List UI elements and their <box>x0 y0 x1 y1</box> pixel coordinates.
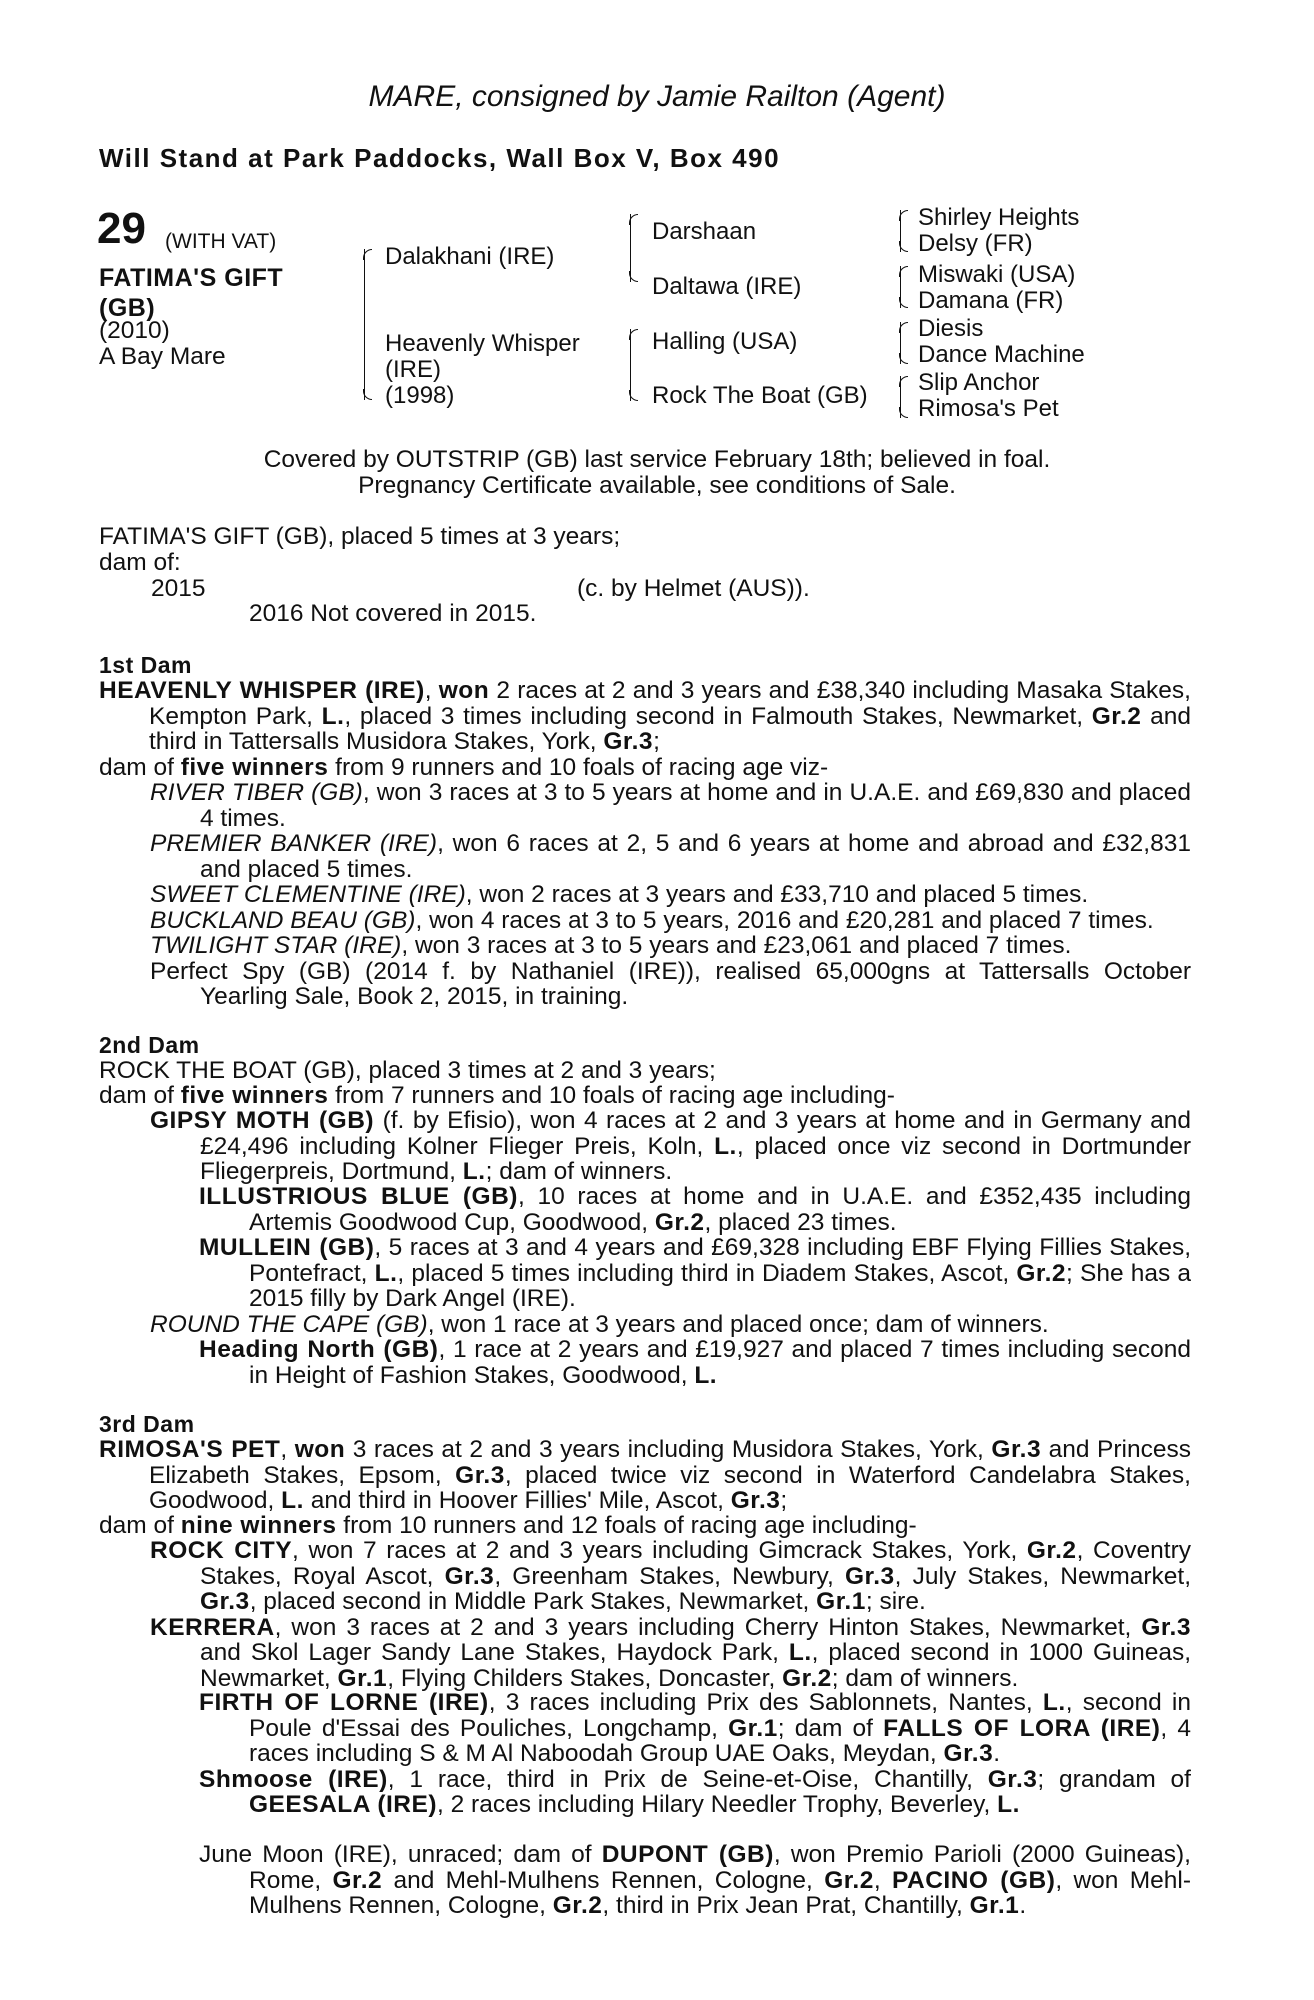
produce-entry <box>150 780 1191 1010</box>
runner-name: FIRTH OF LORNE (IRE) <box>199 1689 489 1716</box>
runner-record: , <box>873 1866 892 1894</box>
group-mark: Gr.2 <box>824 1866 874 1894</box>
first-dam-record: HEAVENLY WHISPER (IRE), won 2 races at 2 and 3 years and £38,340 including Masaka Stakes, Kempton Park, L., placed 3 times including second in Falmouth Stakes, Newmarket, Gr.2 and third in Tattersalls Musidora Stakes, York, Gr.3; <box>99 677 1192 755</box>
group-mark: Gr.2 <box>332 1866 383 1894</box>
pedigree-gen3-8: Rimosa's Pet <box>918 395 1059 422</box>
group-mark: Gr.3 <box>444 1562 495 1590</box>
first-dam-text-b: , placed 3 times including second in Falmouth Stakes, Newmarket, <box>344 702 1092 730</box>
runner-name: GEESALA (IRE) <box>249 1791 437 1818</box>
damof-text: dam of <box>99 754 181 781</box>
produce-2015-detail: (c. by Helmet (AUS)). <box>577 575 810 602</box>
lot-number: 29 <box>97 204 146 253</box>
horse-name-line1: FATIMA'S GIFT <box>99 264 284 292</box>
runner-record: , won 4 races at 3 to 5 years, 2016 and £20,281 and placed 7 times. <box>415 906 1154 934</box>
group-mark: Gr.3 <box>730 1487 781 1514</box>
produce-entry <box>150 1312 1191 1338</box>
runner-name: RIVER TIBER (GB) <box>150 779 363 806</box>
runner-record: , placed once viz second in Dortmunder Fliegerpreis, Dortmund, <box>200 1132 1191 1185</box>
runner-record: , won Mehl-Mulhens Rennen, Cologne, <box>249 1866 1191 1919</box>
group-mark: Gr.3 <box>943 1740 994 1767</box>
runner-record: , 10 races at home and in U.A.E. and £352,435 including Artemis Goodwood Cup, Goodwood, <box>249 1183 1191 1236</box>
third-dam-heading: 3rd Dam <box>99 1411 195 1437</box>
runner-name: ILLUSTRIOUS BLUE (GB) <box>199 1183 518 1210</box>
third-dam-text: and Princess Elizabeth Stakes, Epsom, <box>149 1436 1191 1489</box>
group-mark: Gr.1 <box>969 1892 1020 1919</box>
runner-record: , Flying Childers Stakes, Doncaster, <box>387 1664 783 1692</box>
first-dam-damof <box>99 755 828 781</box>
runner-record: ; She has a 2015 filly by Dark Angel (IRE). <box>249 1259 1191 1312</box>
listed-mark: L. <box>281 1487 304 1514</box>
first-dam-text-a: 2 races at 2 and 3 years and £38,340 including Masaka Stakes, Kempton Park, <box>149 677 1191 730</box>
pedigree-gen3-2: Delsy (FR) <box>918 230 1033 257</box>
second-dam-heading: 2nd Dam <box>99 1032 200 1058</box>
runner-name: Shmoose (IRE) <box>199 1765 388 1793</box>
winners-count: nine winners <box>180 1512 337 1539</box>
runner-record: , placed second in 1000 Guineas, Newmarket, <box>200 1639 1191 1692</box>
group-mark: Gr.2 <box>654 1208 705 1236</box>
third-dam-text: ; <box>780 1487 788 1514</box>
produce-entry <box>199 1690 1191 1818</box>
runner-record: , placed second in Middle Park Stakes, Newmarket, <box>249 1588 817 1615</box>
vat-note: (WITH VAT) <box>165 230 277 253</box>
runner-record: and Mehl-Mulhens Rennen, Cologne, <box>382 1866 825 1894</box>
pedigree-brace-3a <box>900 210 901 252</box>
produce-entry <box>199 1337 1191 1388</box>
consignor-line: MARE, consigned by Jamie Railton (Agent) <box>368 80 946 113</box>
group-mark: Gr.3 <box>987 1765 1038 1793</box>
runner-record: , 4 races including S & M Al Naboodah Group UAE Oaks, Meydan, <box>249 1714 1192 1767</box>
runner-name: ROUND THE CAPE (GB) <box>150 1311 428 1338</box>
runner-record: June Moon (IRE), unraced; dam of <box>199 1841 602 1868</box>
third-dam-text: , placed twice viz second in Waterford Candelabra Stakes, Goodwood, <box>149 1461 1191 1514</box>
runner-name: BUCKLAND BEAU (GB) <box>150 906 416 934</box>
runner-name: FALLS OF LORA (IRE) <box>883 1714 1161 1742</box>
runner-record: , 2 races including Hilary Needler Trophy, Beverley, <box>437 1791 998 1818</box>
pedigree-brace-3c <box>900 322 901 364</box>
listed-mark: L. <box>321 702 345 730</box>
pedigree-brace-dam <box>630 329 631 401</box>
produce-damof: dam of: <box>99 549 181 576</box>
runner-record: , placed 5 times including third in Diadem Stakes, Ascot, <box>397 1259 1017 1287</box>
pedigree-brace-3b <box>900 266 901 308</box>
runner-record: , won 3 races at 2 and 3 years including Cherry Hinton Stakes, Newmarket, <box>274 1613 1142 1641</box>
group-mark: Gr.3 <box>991 1436 1042 1463</box>
listed-mark: L. <box>374 1259 398 1287</box>
produce-entry <box>199 1842 1191 1919</box>
pedigree-gen3-4: Damana (FR) <box>918 287 1064 314</box>
runner-record: Perfect Spy (GB) (2014 f. by Nathaniel (IRE)), realised 65,000gns at Tattersalls October Yearling Sale, Book 2, 2015, in training. <box>150 957 1191 1010</box>
second-dam-record: ROCK THE BOAT (GB), placed 3 times at 2 and 3 years; <box>99 1057 716 1084</box>
damof-text: from 9 runners and 10 foals of racing age viz- <box>328 754 829 781</box>
pedigree-sire: Dalakhani (IRE) <box>385 243 555 270</box>
group-mark: Gr.2 <box>1016 1259 1067 1287</box>
listed-mark: L. <box>462 1158 486 1185</box>
horse-description: A Bay Mare <box>99 343 226 370</box>
group-mark: Gr.2 <box>782 1664 832 1692</box>
runner-record: , third in Prix Jean Prat, Chantilly, <box>602 1892 970 1919</box>
runner-record: , Coventry Stakes, Royal Ascot, <box>200 1537 1191 1590</box>
group-mark: Gr.1 <box>728 1714 778 1742</box>
runner-record: , won 6 races at 2, 5 and 6 years at home and abroad and £32,831 and placed 5 times. <box>200 830 1191 883</box>
runner-record: , 3 races including Prix des Sablonnets, Nantes, <box>488 1689 1043 1716</box>
runner-record: ; sire. <box>865 1588 926 1615</box>
runner-record: ; dam of winners. <box>831 1664 1019 1692</box>
pedigree-gen3-7: Slip Anchor <box>918 369 1040 396</box>
produce-entry <box>199 1184 1191 1312</box>
damof-text: from 7 runners and 10 foals of racing age including- <box>328 1082 895 1109</box>
third-dam-damof <box>99 1513 917 1539</box>
group-mark: Gr.3 <box>455 1461 505 1489</box>
listed-mark: L. <box>788 1639 812 1666</box>
runner-record: , won 1 race at 3 years and placed once; dam of winners. <box>427 1311 1049 1338</box>
produce-record: FATIMA'S GIFT (GB), placed 5 times at 3 years; <box>99 523 621 550</box>
runner-record: . <box>993 1740 1001 1767</box>
runner-record: , won 3 races at 3 to 5 years and £23,061 and placed 7 times. <box>401 932 1072 959</box>
runner-record: , 5 races at 3 and 4 years and £69,328 including EBF Flying Fillies Stakes, Pontefract, <box>249 1234 1191 1287</box>
runner-name: SWEET CLEMENTINE (IRE) <box>150 881 466 908</box>
runner-record: , 1 race, third in Prix de Seine-et-Oise, Chantilly, <box>387 1765 988 1793</box>
runner-record: , won 3 races at 3 to 5 years at home and in U.A.E. and £69,830 and placed 4 times. <box>200 779 1191 832</box>
third-dam-text: and third in Hoover Fillies' Mile, Ascot, <box>303 1487 731 1514</box>
third-dam-record: RIMOSA'S PET, won 3 races at 2 and 3 years including Musidora Stakes, York, Gr.3 and Princess Elizabeth Stakes, Epsom, Gr.3, placed twice viz second in Waterford Candelabra Stakes, Goodwood, L. and third in Hoover Fillies' Mile, Ascot, Gr.3; <box>99 1436 1191 1514</box>
group-mark: Gr.1 <box>816 1588 866 1615</box>
pedigree-sire-sire: Darshaan <box>652 218 757 245</box>
runner-record: , 1 race at 2 years and £19,927 and placed 7 times including second in Height of Fashion Stakes, Goodwood, <box>249 1336 1191 1389</box>
runner-record: , won Premio Parioli (2000 Guineas), Rome, <box>249 1841 1191 1894</box>
runner-record: ; dam of winners. <box>485 1158 673 1185</box>
first-dam-heading: 1st Dam <box>99 652 192 678</box>
pedigree-dam-dam: Rock The Boat (GB) <box>652 382 868 409</box>
runner-record: , Greenham Stakes, Newbury, <box>494 1562 845 1590</box>
damof-text: dam of <box>99 1082 181 1109</box>
listed-mark: L. <box>997 1791 1020 1818</box>
group-mark: Gr.3 <box>1141 1613 1191 1641</box>
group-mark: Gr.3 <box>844 1562 895 1590</box>
group-mark: Gr.3 <box>603 728 654 755</box>
runner-name: ROCK CITY <box>150 1537 293 1564</box>
group-mark: Gr.1 <box>337 1664 388 1692</box>
third-dam-name: RIMOSA'S PET <box>99 1436 281 1463</box>
runner-record: ; grandam of <box>1037 1765 1191 1793</box>
group-mark: Gr.2 <box>552 1892 603 1919</box>
listed-mark: L. <box>1042 1689 1066 1716</box>
horse-name <box>99 263 283 323</box>
pregnancy-note: Pregnancy Certificate available, see conditions of Sale. <box>358 472 956 499</box>
second-dam-damof <box>99 1083 895 1109</box>
first-dam-text-c: and third in Tattersalls Musidora Stakes, York, <box>149 702 1192 755</box>
group-mark: Gr.3 <box>200 1588 250 1615</box>
runner-name: Heading North (GB) <box>199 1336 439 1363</box>
first-dam-won: won <box>438 677 490 704</box>
produce-entry <box>150 1538 1191 1691</box>
runner-record: . <box>1019 1892 1027 1919</box>
produce-2015-year: 2015 <box>151 575 206 602</box>
first-dam-name: HEAVENLY WHISPER (IRE) <box>99 677 425 704</box>
pedigree-brace-sire <box>630 214 631 282</box>
damof-text: dam of <box>99 1512 181 1539</box>
listed-mark: L. <box>714 1132 737 1160</box>
pedigree-brace-gen1 <box>364 249 365 400</box>
pedigree-dam-sire: Halling (USA) <box>652 328 798 355</box>
runner-record: and Skol Lager Sandy Lane Stakes, Haydock Park, <box>200 1639 789 1666</box>
runner-record: (f. by Efisio), won 4 races at 2 and 3 years at home and in Germany and £24,496 including Kolner Flieger Preis, Koln, <box>200 1107 1191 1160</box>
group-mark: Gr.2 <box>1026 1537 1077 1564</box>
foaling-year: (2010) <box>99 317 170 344</box>
runner-name: MULLEIN (GB) <box>199 1234 375 1261</box>
runner-record: , July Stakes, Newmarket, <box>894 1562 1191 1590</box>
stand-location: Will Stand at Park Paddocks, Wall Box V, Box 490 <box>99 143 781 173</box>
runner-record: , second in Poule d'Essai des Pouliches, Longchamp, <box>249 1689 1191 1742</box>
pedigree-dam-line1: Heavenly Whisper <box>385 330 580 357</box>
covered-note: Covered by OUTSTRIP (GB) last service February 18th; believed in foal. <box>263 446 1051 473</box>
horse-name-line2: (GB) <box>99 294 156 322</box>
pedigree-gen3-1: Shirley Heights <box>918 204 1080 231</box>
produce-entry <box>150 1108 1191 1185</box>
third-dam-text: 3 races at 2 and 3 years including Musidora Stakes, York, <box>345 1436 992 1463</box>
runner-record: , placed 23 times. <box>704 1208 897 1236</box>
runner-name: PREMIER BANKER (IRE) <box>150 830 438 857</box>
runner-record: ; dam of <box>777 1714 884 1742</box>
pedigree-brace-3d <box>900 376 901 418</box>
pedigree-dam-line2: (IRE) <box>385 356 441 383</box>
pedigree-gen3-5: Diesis <box>918 315 984 342</box>
produce-2016: 2016 Not covered in 2015. <box>249 600 537 627</box>
third-dam-won: won <box>294 1436 346 1463</box>
winners-count: five winners <box>180 754 329 781</box>
damof-text: from 10 runners and 12 foals of racing age including- <box>336 1512 917 1539</box>
pedigree-sire-dam: Daltawa (IRE) <box>652 273 802 300</box>
runner-name: TWILIGHT STAR (IRE) <box>150 932 402 959</box>
group-mark: Gr.2 <box>1091 702 1142 730</box>
runner-name: GIPSY MOTH (GB) <box>150 1107 375 1134</box>
pedigree-gen3-3: Miswaki (USA) <box>918 261 1076 288</box>
winners-count: five winners <box>180 1082 329 1109</box>
listed-mark: L. <box>694 1361 718 1389</box>
runner-record: , won 7 races at 2 and 3 years including Gimcrack Stakes, York, <box>292 1537 1027 1564</box>
runner-name: DUPONT (GB) <box>601 1841 774 1868</box>
runner-record: , won 2 races at 3 years and £33,710 and placed 5 times. <box>465 881 1089 908</box>
pedigree-dam-line3: (1998) <box>385 382 455 409</box>
first-dam-text-d: ; <box>653 728 660 755</box>
runner-name: KERRERA <box>150 1613 275 1641</box>
runner-name: PACINO (GB) <box>892 1866 1056 1894</box>
pedigree-gen3-6: Dance Machine <box>918 341 1085 368</box>
